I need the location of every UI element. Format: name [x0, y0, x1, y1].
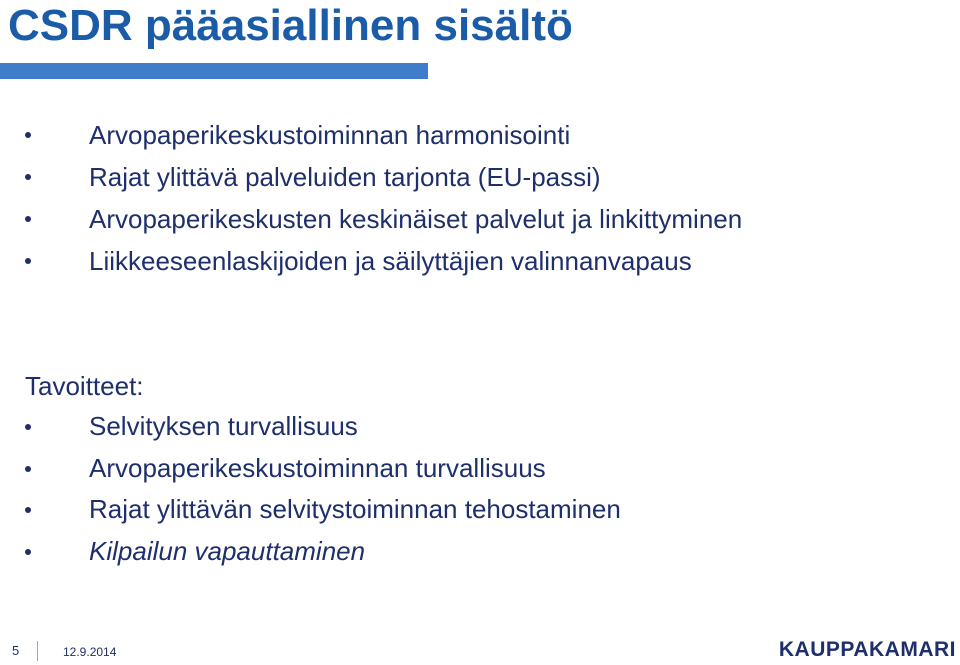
bullet-icon — [25, 216, 31, 222]
content-item — [0, 198, 742, 240]
goal-item — [0, 489, 621, 531]
bullet-icon — [25, 174, 31, 180]
bullet-icon — [25, 466, 31, 472]
goals-label: Tavoitteet: — [25, 371, 144, 401]
goal-item-text: Kilpailun vapauttaminen — [89, 535, 366, 566]
bullet-icon — [25, 132, 31, 138]
content-list — [0, 114, 742, 282]
slide-date: 12.9.2014 — [63, 645, 117, 659]
goal-item-text: Rajat ylittävän selvitystoiminnan tehostaminen — [89, 494, 621, 524]
goals-list — [0, 406, 621, 572]
slide-number: 5 — [12, 643, 20, 658]
goal-item — [0, 531, 621, 573]
goal-item-text: Arvopaperikeskustoiminnan turvallisuus — [89, 452, 546, 483]
bullet-icon — [25, 258, 31, 264]
goal-item-text: Selvityksen turvallisuus — [89, 411, 358, 441]
slide-title: CSDR pääasiallinen sisältö — [8, 1, 573, 50]
bullet-icon — [25, 507, 31, 513]
content-item — [0, 240, 742, 282]
goal-item — [0, 406, 621, 448]
title-underline-bar — [0, 63, 428, 79]
bullet-icon — [25, 424, 31, 430]
content-item — [0, 156, 742, 198]
content-item-text: Rajat ylittävä palveluiden tarjonta (EU-passi) — [89, 162, 601, 192]
content-item — [0, 114, 742, 156]
footer-divider — [37, 641, 38, 661]
bullet-icon — [25, 549, 31, 555]
content-item-text: Arvopaperikeskustoiminnan harmonisointi — [89, 120, 571, 150]
content-item-text: Liikkeeseenlaskijoiden ja säilyttäjien valinnanvapaus — [89, 246, 692, 276]
content-item-text: Arvopaperikeskusten keskinäiset palvelut ja linkittyminen — [89, 204, 743, 234]
kauppakamari-logo: KAUPPAKAMARI — [778, 638, 956, 661]
goal-item — [0, 448, 621, 490]
